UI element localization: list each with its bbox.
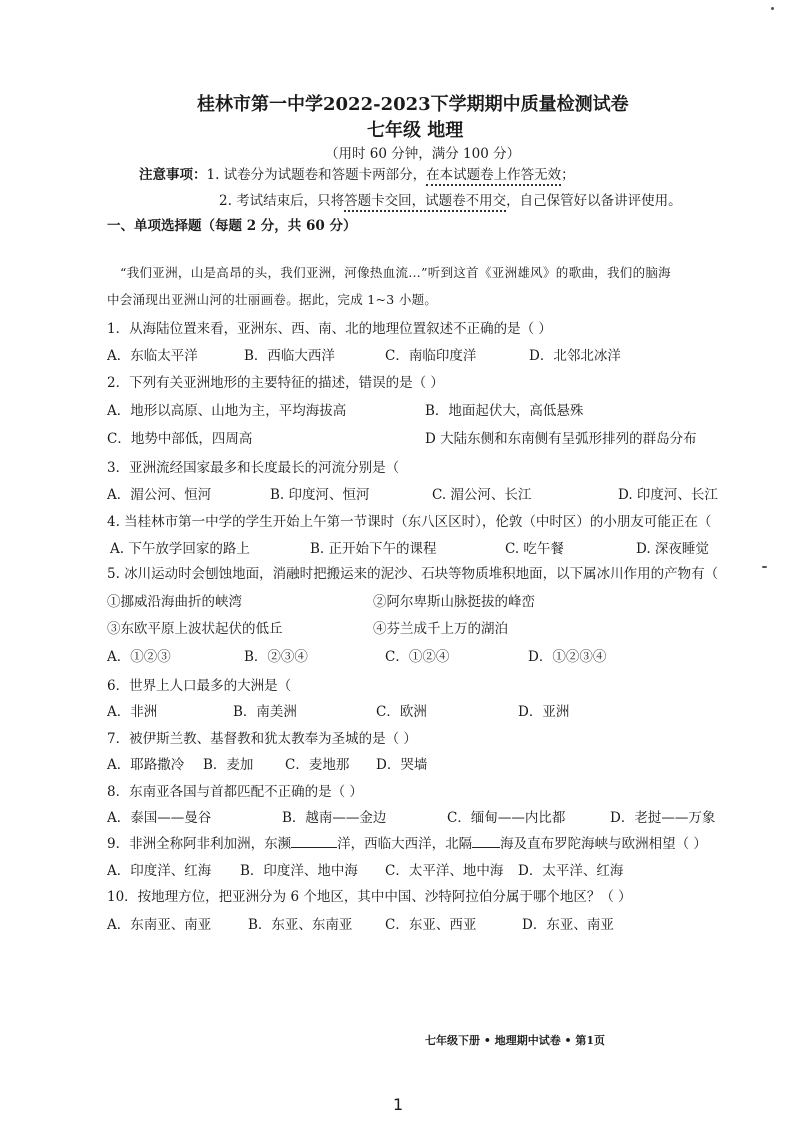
notice-item-1-end: ； (561, 167, 575, 183)
question-7-option-b: B．麦加 (203, 757, 254, 773)
question-2-stem: 2．下列有关亚洲地形的主要特征的描述，错误的是（ ） (107, 375, 444, 391)
question-6-option-d: D．亚洲 (518, 704, 570, 720)
question-8-option-b: B．越南——金边 (282, 810, 387, 826)
question-8-option-c: C．缅甸——内比都 (447, 810, 566, 826)
question-10-option-b: B．东亚、东南亚 (248, 917, 353, 933)
question-3-option-a: A．湄公河、恒河 (107, 487, 212, 503)
question-3-option-d: D. 印度河、长江 (618, 487, 718, 503)
question-2-option-a: A．地形以高原、山地为主，平均海拔高 (107, 403, 347, 419)
question-4-option-a: A. 下午放学回家的路上 (110, 541, 250, 557)
question-9-stem-part-2: 洋，西临大西洋，北隔 (337, 836, 473, 852)
notice-item-1-emphasis: 在本试题卷上作答无效 (426, 167, 561, 186)
question-5-item-3: ③东欧平原上波状起伏的低丘 (107, 621, 283, 637)
question-2-option-c: C．地势中部低，四周高 (107, 431, 253, 447)
intro-line-1: “我们亚洲，山是高昂的头，我们亚洲，河像热血流…”听到这首《亚洲雄风》的歌曲，我们的脑海 (120, 265, 671, 280)
question-5-item-1: ①挪威沿海曲折的峡湾 (107, 594, 242, 610)
scan-speck (762, 566, 767, 568)
question-3-stem: 3．亚洲流经国家最多和长度最长的河流分别是（ (107, 460, 400, 476)
notice-item-2-prefix: 2. 考试结束后，只将 (219, 193, 345, 209)
question-4-option-d: D. 深夜睡觉 (636, 541, 709, 557)
question-4-option-c: C. 吃午餐 (505, 541, 564, 557)
question-2-option-d: D 大陆东侧和东南侧有呈弧形排列的群岛分布 (425, 431, 697, 447)
question-9-option-d: D．太平洋、红海 (518, 863, 624, 879)
question-1-option-b: B．西临大西洋 (244, 348, 335, 364)
question-5-item-4: ④芬兰成千上万的湖泊 (373, 621, 508, 637)
question-8-option-d: D．老挝——万象 (610, 810, 716, 826)
question-7-option-c: C．麦地那 (285, 757, 350, 773)
question-9-stem-part-3: 海及直布罗陀海峡与欧洲相望（ ） (500, 836, 707, 852)
question-9-blank-2 (472, 835, 500, 848)
question-1-option-a: A．东临太平洋 (107, 348, 198, 364)
notice-item-2-end: ，自己保管好以备讲评使用。 (506, 193, 682, 209)
scan-speck (771, 7, 774, 10)
question-5-item-2: ②阿尔卑斯山脉挺拔的峰峦 (373, 594, 535, 610)
question-5-option-d: D．①②③④ (528, 649, 607, 665)
question-7-option-d: D．哭墙 (376, 757, 428, 773)
question-2-option-b: B．地面起伏大，高低悬殊 (425, 403, 584, 419)
question-8-stem: 8．东南亚各国与首都匹配不正确的是（ ） (107, 784, 363, 800)
question-7-option-a: A．耶路撒冷 (107, 757, 185, 773)
notice-line-1 (139, 163, 575, 183)
question-5-option-c: C．①②④ (385, 649, 450, 665)
time-score-note: （用时 60 分钟，满分 100 分） (325, 146, 521, 162)
question-8-option-a: A．泰国——曼谷 (107, 810, 212, 826)
question-6-stem: 6．世界上人口最多的大洲是（ (107, 678, 292, 694)
question-9-option-c: C．太平洋、地中海 (385, 863, 504, 879)
notice-item-1-text: 1. 试卷分为试题卷和答题卡两部分， (206, 167, 427, 183)
intro-line-2: 中会涌现出亚洲山河的壮丽画卷。据此，完成 1~3 小题。 (107, 292, 438, 307)
question-6-option-a: A．非洲 (107, 704, 158, 720)
question-10-option-a: A．东南亚、南亚 (107, 917, 212, 933)
question-4-stem: 4. 当桂林市第一中学的学生开始上午第一节课时（东八区区时），伦敦（中时区）的小朋友可能正在（ (107, 514, 712, 530)
question-9-blank-1 (291, 835, 337, 848)
question-9-stem-part-1: 9．非洲全称阿非利加洲，东濒 (107, 836, 292, 852)
question-9-stem (107, 832, 707, 852)
notice-line-2 (219, 189, 682, 209)
notice-item-2-emphasis: 答题卡交回，试题卷不用交 (344, 193, 506, 212)
section-title: 一、单项选择题（每题 2 分，共 60 分） (107, 218, 357, 234)
question-6-option-c: C．欧洲 (376, 704, 427, 720)
page-footer: 七年级下册 • 地理期中试卷 • 第1页 (425, 1034, 606, 1047)
question-6-option-b: B．南美洲 (233, 704, 297, 720)
question-10-stem: 10．按地理方位，把亚洲分为 6 个地区，其中中国、沙特阿拉伯分属于哪个地区？（ ） (107, 889, 632, 905)
question-9-option-b: B．印度洋、地中海 (240, 863, 358, 879)
question-10-option-c: C．东亚、西亚 (385, 917, 477, 933)
question-3-option-b: B. 印度河、恒河 (270, 487, 370, 503)
exam-title: 桂林市第一中学2022-2023下学期期中质量检测试卷 (197, 94, 629, 115)
question-9-option-a: A．印度洋、红海 (107, 863, 212, 879)
question-5-stem: 5. 冰川运动时会刨蚀地面，消融时把搬运来的泥沙、石块等物质堆积地面，以下属冰川作用的产物有（ (107, 566, 719, 582)
question-1-option-d: D．北邻北冰洋 (529, 348, 621, 364)
page-number: 1 (393, 1095, 404, 1114)
question-5-option-a: A．①②③ (107, 649, 171, 665)
grade-subject: 七年级 地理 (367, 120, 464, 141)
question-5-option-b: B．②③④ (244, 649, 308, 665)
notice-label: 注意事项： (139, 167, 207, 183)
question-4-option-b: B. 正开始下午的课程 (310, 541, 437, 557)
question-1-stem: 1．从海陆位置来看，亚洲东、西、南、北的地理位置叙述不正确的是（ ） (107, 321, 552, 337)
question-3-option-c: C. 湄公河、长江 (432, 487, 532, 503)
question-1-option-c: C．南临印度洋 (385, 348, 477, 364)
question-7-stem: 7．被伊斯兰教、基督教和犹太教奉为圣城的是（ ） (107, 731, 417, 747)
question-10-option-d: D．东亚、南亚 (522, 917, 614, 933)
